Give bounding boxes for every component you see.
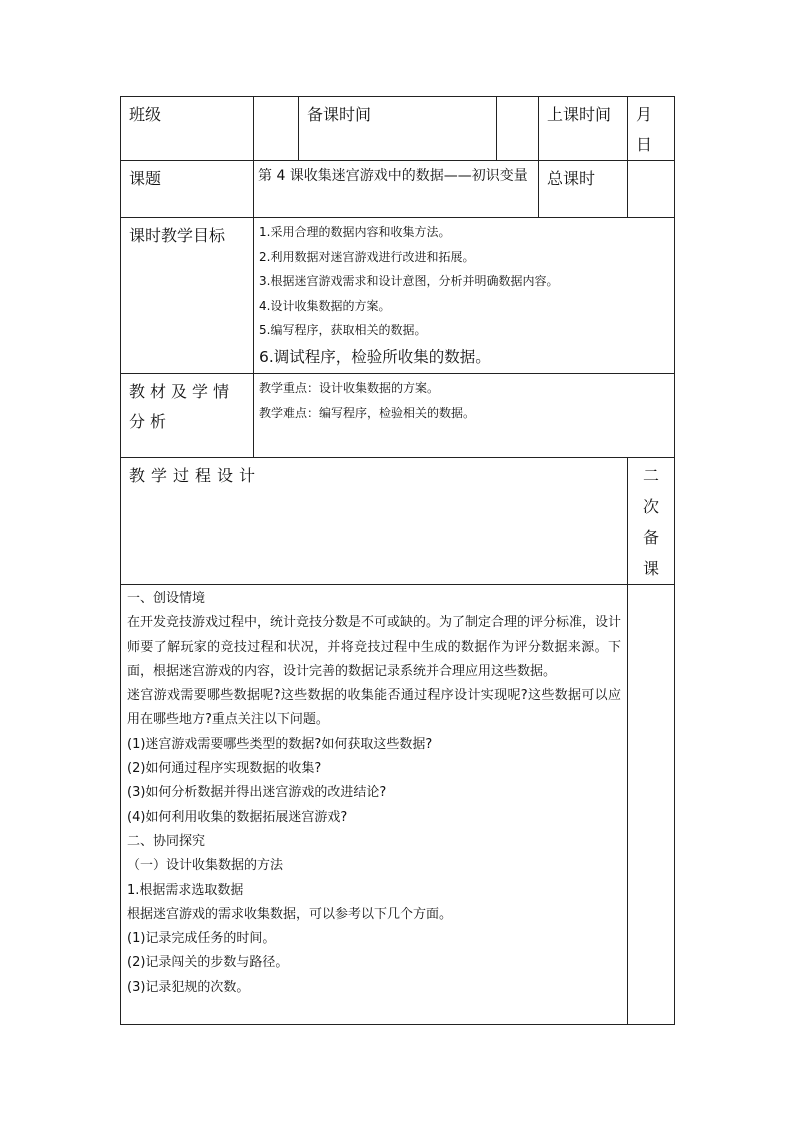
secondary-prep-char: 次 [642,497,659,516]
analysis-label [121,374,254,458]
topic-value: 第 4 课收集迷宫游戏中的数据——初识变量 [254,161,539,218]
secondary-prep-label [628,458,675,585]
objective-item: 1.采用合理的数据内容和收集方法。 [259,225,451,239]
topic-label: 课题 [121,161,254,218]
key-point: 教学重点：设计收集数据的方案。 [259,381,440,395]
objectives-list [254,218,675,374]
lesson-plan-table [120,96,675,1025]
objective-item: 6.调试程序，检验所收集的数据。 [259,347,491,366]
secondary-prep-char: 备 [642,528,659,547]
difficulty-point: 教学难点：编写程序，检验相关的数据。 [259,405,476,420]
content-paragraph: 1.根据需求选取数据 [127,882,244,898]
content-paragraph: 一、创设情境 [127,591,206,606]
total-hours-value [628,161,675,218]
content-paragraph: (2)记录闯关的步数与路径。 [127,955,289,971]
objectives-label: 课时教学目标 [121,218,254,374]
objective-item: 3.根据迷宫游戏需求和设计意图，分析并明确数据内容。 [259,274,559,288]
month-day-cell [628,97,675,161]
class-time-label: 上课时间 [539,97,628,161]
content-paragraph: 迷宫游戏需要哪些数据呢?这些数据的收集能否通过程序设计实现呢?这些数据可以应用在哪些地方?重点关注以下问题。 [127,688,621,728]
month-label: 月 [636,105,653,124]
content-paragraph: (3)如何分析数据并得出迷宫游戏的改进结论? [127,785,387,801]
total-hours-label: 总课时 [539,161,628,218]
process-label-text: 教学过程设计 [129,466,262,485]
day-label: 日 [636,135,653,154]
content-paragraph: （一）设计收集数据的方法 [127,858,284,874]
objective-item: 4.设计收集数据的方案。 [259,298,391,313]
content-paragraph: (1)记录完成任务的时间。 [127,931,276,947]
content-paragraph: (1)迷宫游戏需要哪些类型的数据?如何获取这些数据? [127,736,433,752]
teaching-content [121,585,628,1025]
secondary-prep-notes [628,585,675,1025]
class-label: 班级 [121,97,254,161]
objective-item: 2.利用数据对迷宫游戏进行改进和拓展。 [259,249,475,264]
content-paragraph: (4)如何利用收集的数据拓展迷宫游戏? [127,809,348,825]
prep-time-value [497,97,539,161]
content-paragraph: (3)记录犯规的次数。 [127,979,250,995]
secondary-prep-char: 课 [642,559,659,578]
analysis-label-text: 教材及学情分析 [129,382,235,431]
objective-item: 5.编写程序，获取相关的数据。 [259,323,427,337]
content-paragraph: 二、协同探究 [127,833,206,849]
prep-time-label: 备课时间 [299,97,497,161]
process-label [121,458,628,585]
content-paragraph: (2)如何通过程序实现数据的收集? [127,761,322,777]
content-paragraph: 在开发竞技游戏过程中，统计竞技分数是不可或缺的。为了制定合理的评分标准，设计师要了解玩家的竞技过程和状况，并将竞技过程中生成的数据作为评分数据来源。下面，根据迷宫游戏的内容，设计完善的数据记录系统并合理应用这些数据。 [127,615,622,679]
content-paragraph: 根据迷宫游戏的需求收集数据，可以参考以下几个方面。 [127,906,453,922]
secondary-prep-char: 二 [642,466,659,485]
analysis-content [254,374,675,458]
class-value [254,97,299,161]
